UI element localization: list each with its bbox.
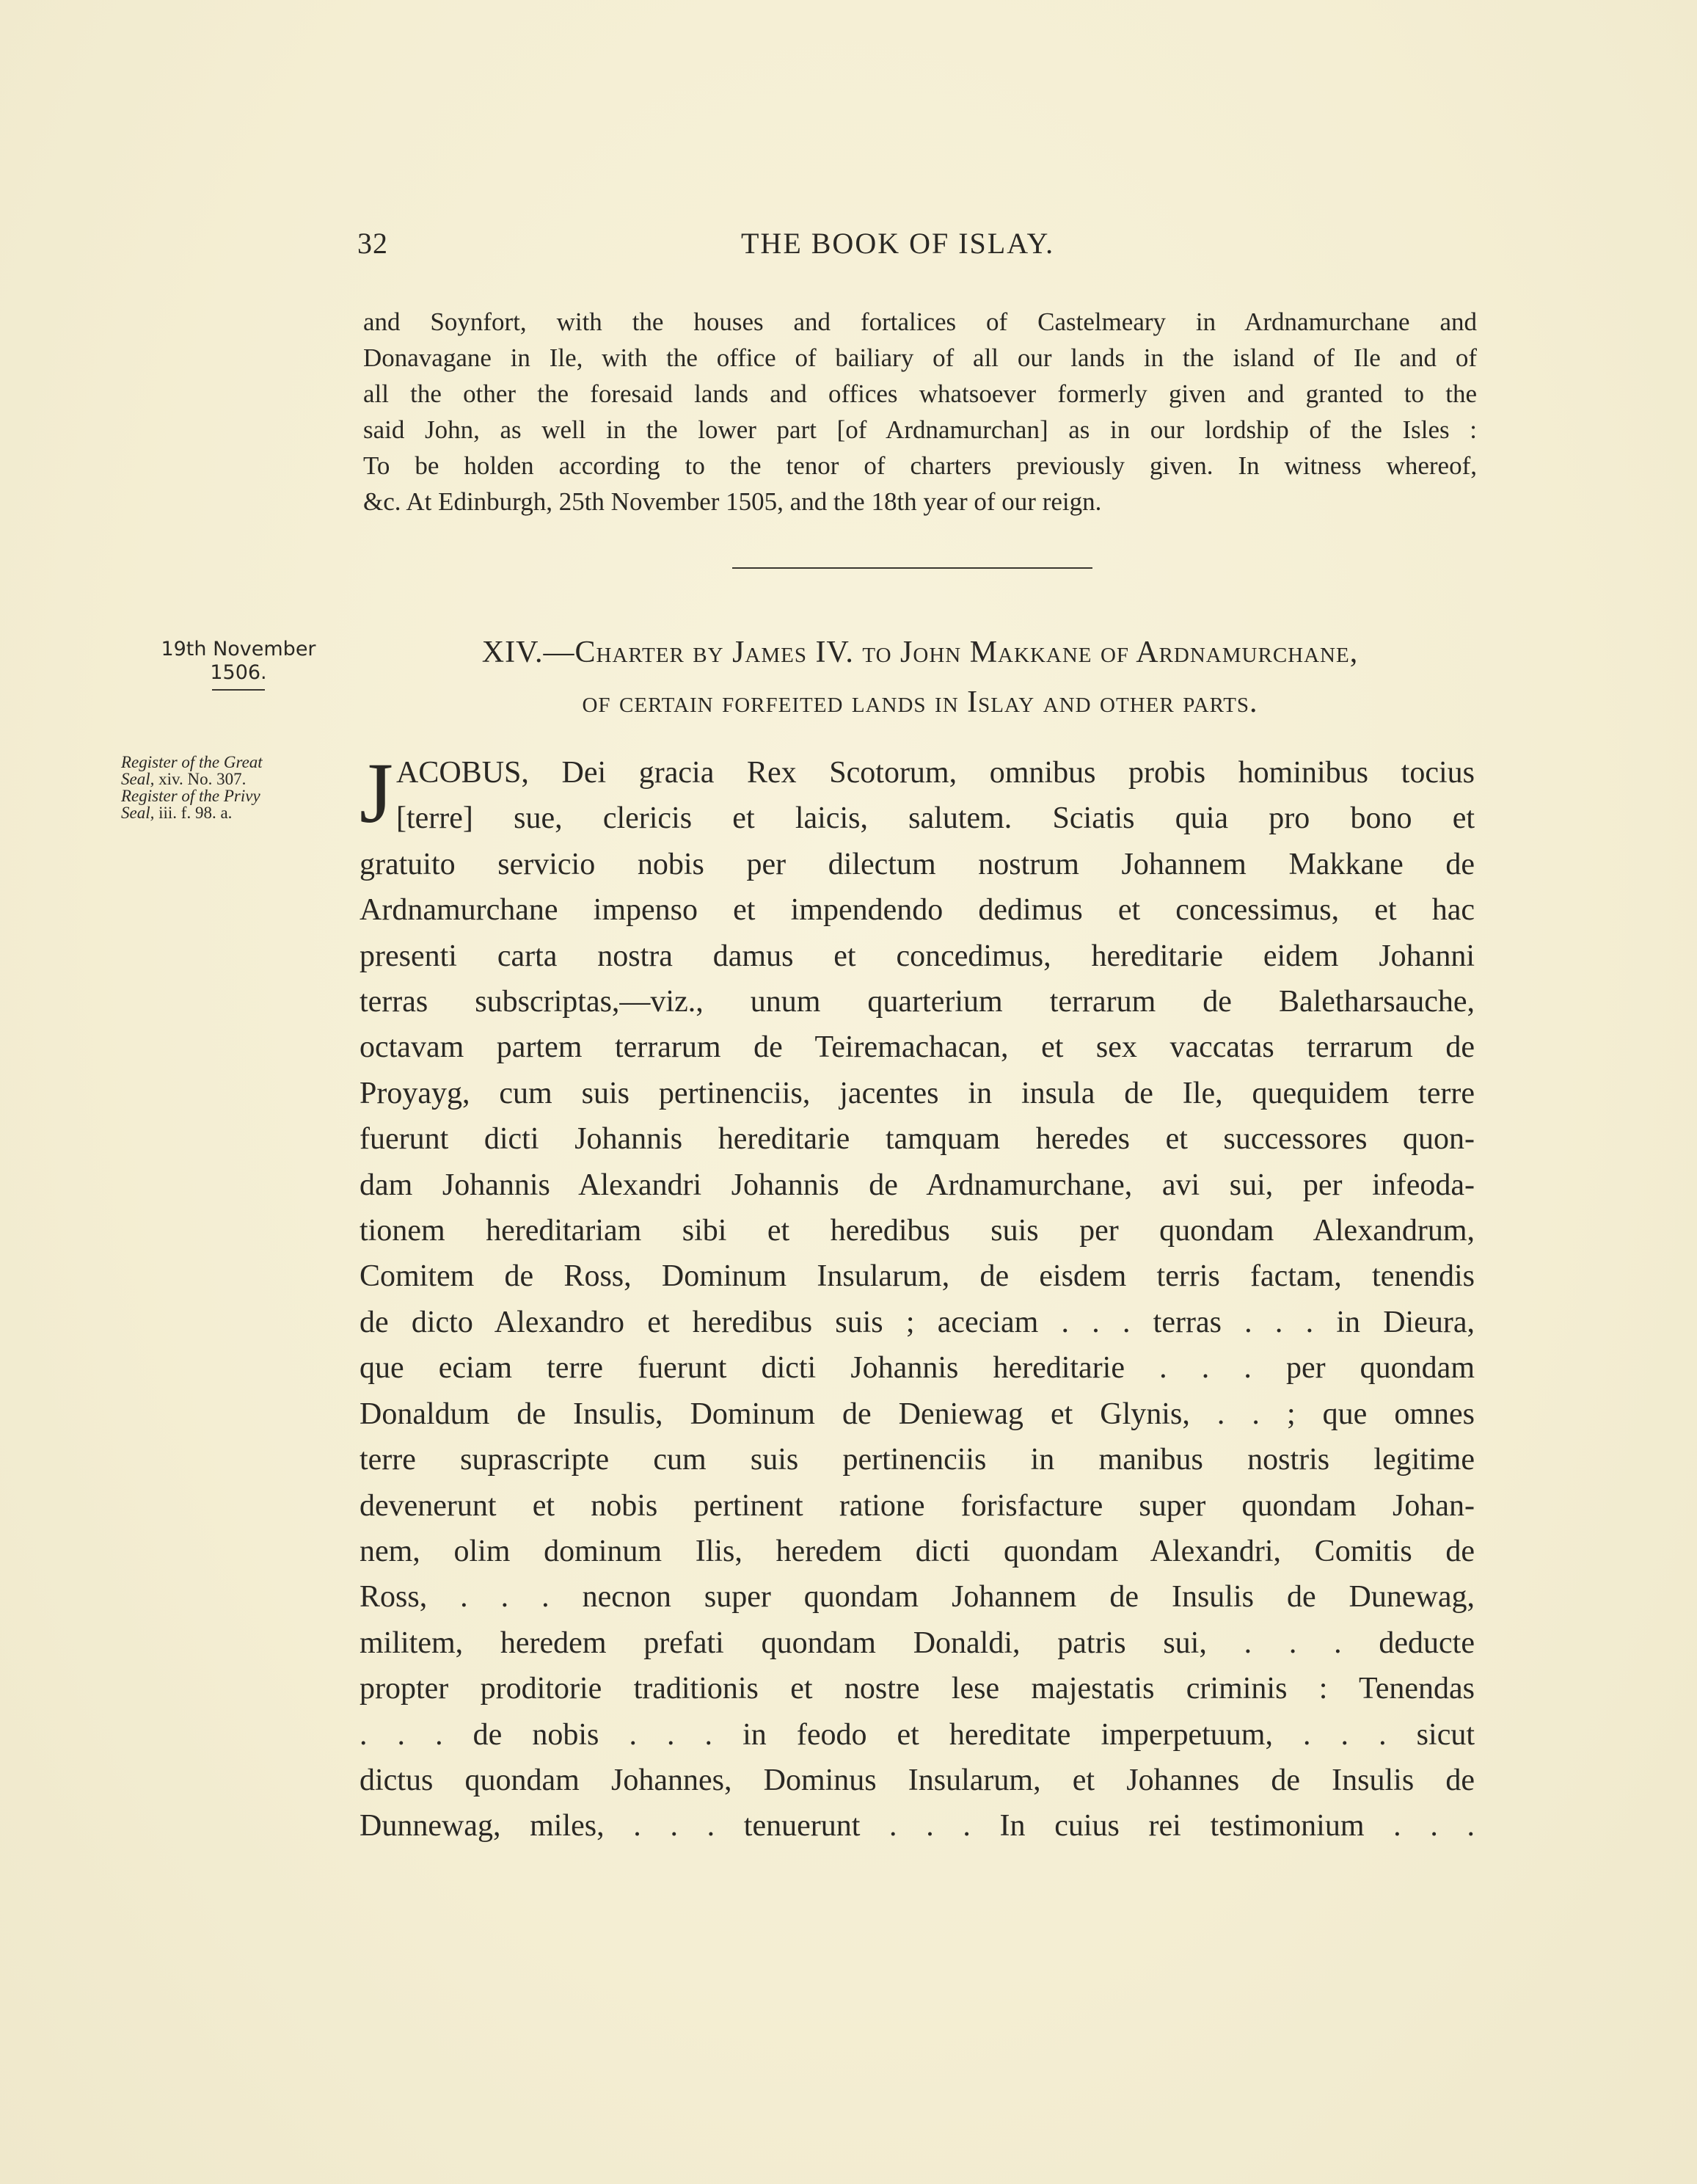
text-line: &c. At Edinburgh, 25th November 1505, and the 18th year of our reign. (363, 487, 1102, 516)
charter-body (360, 745, 1475, 1849)
text-line: Ross, . . . necnon super quondam Johannem de Insulis de Dunewag, (360, 1580, 1475, 1615)
text-line: propter proditorie traditionis et nostre lese majestatis criminis : Tenendas (360, 1672, 1475, 1706)
text-line: gratuito servicio nobis per dilectum nostrum Johannem Makkane de (360, 847, 1475, 881)
text-line: Ardnamurchane impenso et impendendo dedimus et concessimus, et hac (360, 893, 1475, 928)
margin-reference (121, 787, 341, 821)
text-line: presenti carta nostra damus et concedimus, hereditarie eidem Johanni (360, 939, 1475, 973)
text-line: [terre] sue, clericis et laicis, salutem. Sciatis quia pro bono et (396, 801, 1475, 836)
text-line: devenerunt et nobis pertinent ratione forisfacture super quondam Johan- (360, 1488, 1475, 1523)
text-line: de dicto Alexandro et heredibus suis ; aceciam . . . terras . . . in Dieura, (360, 1305, 1475, 1339)
text-line: que eciam terre fuerunt dicti Johannis hereditarie . . . per quondam (360, 1351, 1475, 1386)
text-line: nem, olim dominum Ilis, heredem dicti quondam Alexandri, Comitis de (360, 1534, 1475, 1568)
running-head: THE BOOK OF ISLAY. (741, 227, 1055, 260)
charter-heading-line-2: of certain forfeited lands in Islay and other parts. (582, 685, 1258, 719)
text-line: Comitem de Ross, Dominum Insularum, de eisdem terris factam, tenendis (360, 1259, 1475, 1294)
charter-heading-line-1: XIV.—Charter by James IV. to John Makkane of Ardnamurchane, (481, 636, 1359, 669)
text-line: fuerunt dicti Johannis hereditarie tamquam heredes et successores quon- (360, 1122, 1475, 1157)
text-line: Proyayg, cum suis pertinenciis, jacentes in insula de Ile, quequidem terre (360, 1076, 1475, 1110)
reference-seal: Seal, (121, 770, 155, 788)
margin-reference (121, 754, 341, 787)
margin-date-year: 1506. (210, 661, 267, 684)
text-line: dam Johannis Alexandri Johannis de Ardnamurchane, avi sui, per infeoda- (360, 1168, 1475, 1202)
text-line: dictus quondam Johannes, Dominus Insularum, et Johannes de Insulis de (360, 1763, 1475, 1797)
page-header (357, 226, 1458, 263)
previous-charter-text (363, 304, 1477, 520)
text-line: octavam partem terrarum de Teiremachacan, et sex vaccatas terrarum de (360, 1030, 1475, 1065)
text-line: Dunnewag, miles, . . . tenuerunt . . . In cuius rei testimonium . . . (360, 1809, 1475, 1843)
text-line: ACOBUS, Dei gracia Rex Scotorum, omnibus probis hominibus tocius (396, 756, 1475, 790)
charter-heading (363, 627, 1477, 727)
text-line: all the other the foresaid lands and offices whatsoever formerly given and granted to the (363, 379, 1477, 408)
text-line: said John, as well in the lower part [of Ardnamurchan] as in our lordship of the Isles : (363, 415, 1477, 444)
text-line: militem, heredem prefati quondam Donaldi, patris sui, . . . deducte (360, 1626, 1475, 1660)
margin-date-day: 19th November (161, 638, 316, 660)
drop-cap: J (360, 745, 393, 841)
reference-title: Register of the Privy (121, 787, 260, 805)
reference-detail: iii. f. 98. a. (154, 804, 233, 822)
reference-seal: Seal, (121, 804, 155, 822)
text-line: and Soynfort, with the houses and fortalices of Castelmeary in Ardnamurchane and (363, 307, 1477, 336)
margin-date (132, 638, 345, 691)
text-line: To be holden according to the tenor of charters previously given. In witness whereof, (363, 451, 1477, 480)
reference-detail: xiv. No. 307. (154, 770, 247, 788)
text-line: Donaldum de Insulis, Dominum de Deniewag et Glynis, . . ; que omnes (360, 1397, 1475, 1431)
text-line: terras subscriptas,—viz., unum quarterium terrarum de Baletharsauche, (360, 985, 1475, 1019)
section-divider (732, 567, 1092, 569)
margin-date-rule (212, 689, 265, 691)
text-line: Donavagane in Ile, with the office of bailiary of all our lands in the island of Ile and of (363, 343, 1477, 372)
margin-references (121, 754, 341, 821)
page-number: 32 (357, 227, 388, 260)
text-line: . . . de nobis . . . in feodo et hereditate imperpetuum, . . . sicut (360, 1717, 1475, 1752)
text-line: tionem hereditariam sibi et heredibus suis per quondam Alexandrum, (360, 1214, 1475, 1248)
text-line: terre suprascripte cum suis pertinenciis in manibus nostris legitime (360, 1443, 1475, 1477)
reference-title: Register of the Great (121, 753, 263, 771)
